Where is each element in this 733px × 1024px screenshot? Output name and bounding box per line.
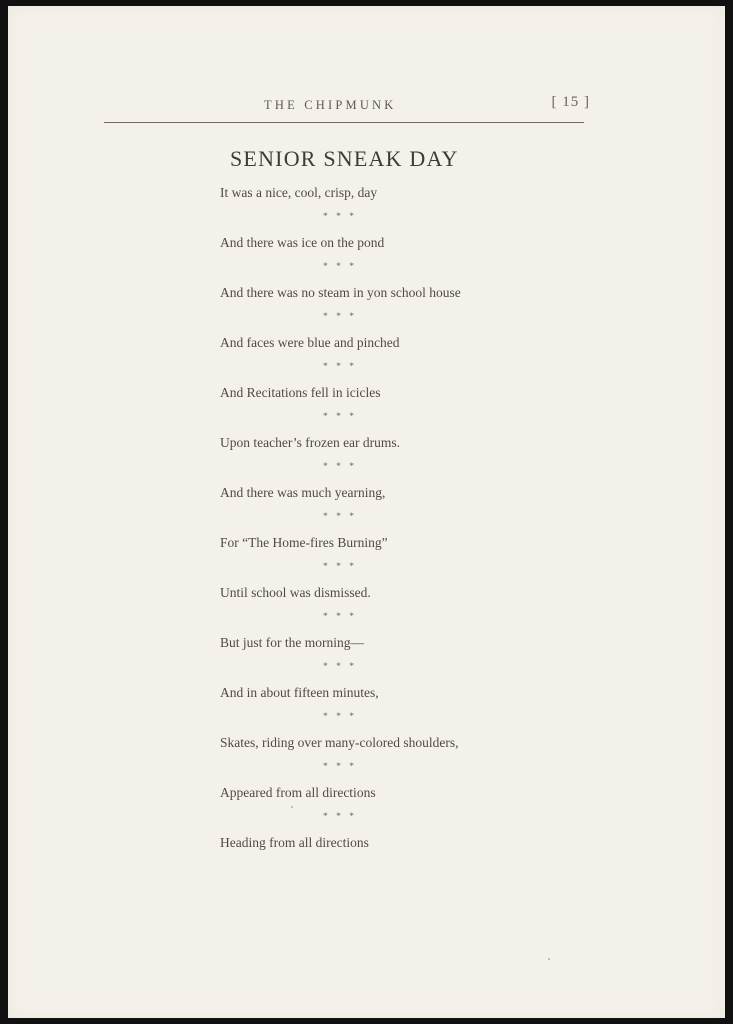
poem-line: And Recitations fell in icicles xyxy=(220,385,381,400)
poem-line: And there was no steam in yon school house xyxy=(220,285,461,300)
stanza-separator: * * * xyxy=(323,512,357,522)
document-page xyxy=(8,6,725,1018)
stanza-separator: * * * xyxy=(323,812,357,822)
poem-line: Appeared from all directions xyxy=(220,785,376,800)
poem-line: And faces were blue and pinched xyxy=(220,335,400,350)
poem-line: But just for the morning— xyxy=(220,635,364,650)
stanza-separator: * * * xyxy=(323,312,357,322)
stanza-separator: * * * xyxy=(323,212,357,222)
stanza-separator: * * * xyxy=(323,262,357,272)
poem-body xyxy=(220,180,550,855)
stanza-separator: * * * xyxy=(323,412,357,422)
running-header xyxy=(104,94,590,123)
poem-line: And there was much yearning, xyxy=(220,485,386,500)
stanza-separator: * * * xyxy=(323,612,357,622)
stanza-separator: * * * xyxy=(323,712,357,722)
poem-line: Upon teacher’s frozen ear drums. xyxy=(220,435,401,450)
stanza-separator: * * * xyxy=(323,562,357,572)
page-number: [ 15 ] xyxy=(551,94,590,110)
poem-line: Skates, riding over many-colored shoulders, xyxy=(220,735,459,750)
stanza-separator: * * * xyxy=(323,662,357,672)
poem-line: And in about fifteen minutes, xyxy=(220,685,379,700)
poem-line: For “The Home-fires Burning” xyxy=(220,535,388,550)
paper-speck xyxy=(291,806,293,808)
stanza-separator: * * * xyxy=(323,362,357,372)
poem-line: Heading from all directions xyxy=(220,835,369,850)
journal-title: THE CHIPMUNK xyxy=(264,98,397,112)
stanza-separator: * * * xyxy=(323,462,357,472)
poem-line: It was a nice, cool, crisp, day xyxy=(220,185,378,200)
stanza-separator: * * * xyxy=(323,762,357,772)
poem-line: And there was ice on the pond xyxy=(220,235,385,250)
poem-title: SENIOR SNEAK DAY xyxy=(230,146,459,171)
poem-line: Until school was dismissed. xyxy=(220,585,371,600)
paper-speck xyxy=(548,958,550,960)
